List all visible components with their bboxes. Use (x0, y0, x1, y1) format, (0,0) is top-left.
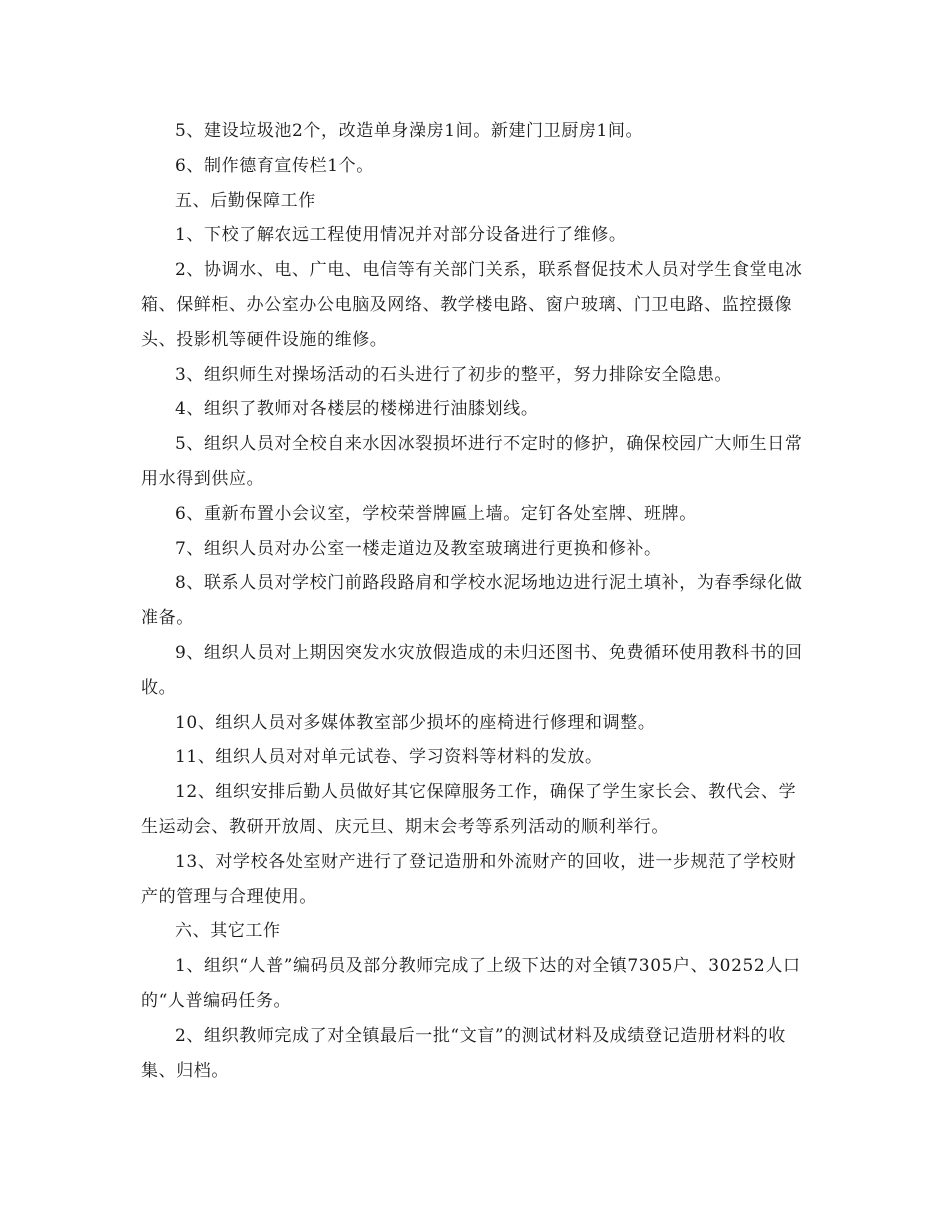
section-heading-other-work: 六、其它工作 (175, 921, 281, 942)
paragraph-item-5-water-supply: 5、组织人员对全校自来水因冰裂损坏进行不定时的修护，确保校园广大师生日常用水得到供应。 (141, 434, 803, 489)
section-heading-logistics: 五、后勤保障工作 (175, 190, 316, 211)
paragraph-item-13-property-management: 13、对学校各处室财产进行了登记造册和外流财产的回收，进一步规范了学校财产的管理与合理使用。 (141, 851, 797, 907)
paragraph-item-5-garbage-pool: 5、建设垃圾池2个，改造单身澡房1间。新建门卫厨房1间。 (175, 121, 644, 141)
paragraph-item-6-meeting-room: 6、重新布置小会议室，学校荣誉牌匾上墙。定钉各处室牌、班牌。 (175, 503, 697, 524)
document-body (141, 114, 811, 1088)
paragraph-item-6-bulletin-board: 6、制作德育宣传栏1个。 (175, 155, 374, 176)
paragraph-item-2-coordination: 2、协调水、电、广电、电信等有关部门关系，联系督促技术人员对学生食堂电冰箱、保鲜柜、办公室办公电脑及网络、教学楼电路、窗户玻璃、门卫电路、监控摄像头、投影机等硬件设施的维修。 (141, 260, 803, 350)
paragraph-item-2-literacy-archive: 2、组织教师完成了对全镇最后一批“文盲”的测试材料及成绩登记造册材料的收集、归档。 (141, 1025, 786, 1081)
paragraph-item-9-book-recovery: 9、组织人员对上期因突发水灾放假造成的未归还图书、免费循环使用教科书的回收。 (141, 642, 803, 698)
paragraph-item-1-equipment-repair: 1、下校了解农远工程使用情况并对部分设备进行了维修。 (175, 225, 627, 246)
paragraph-item-10-seat-repair: 10、组织人员对多媒体教室部少损坏的座椅进行修理和调整。 (175, 712, 656, 733)
paragraph-item-4-stairs: 4、组织了教师对各楼层的楼梯进行油膝划线。 (175, 399, 539, 420)
paragraph-item-8-soil-filling: 8、联系人员对学校门前路段路肩和学校水泥场地边进行泥土填补，为春季绿化做准备。 (141, 573, 803, 629)
paragraph-item-11-material-distribution: 11、组织人员对对单元试卷、学习资料等材料的发放。 (175, 747, 603, 768)
paragraph-item-1-census-coding: 1、组织“人普”编码员及部分教师完成了上级下达的对全镇7305户、30252人口的“人普编码任务。 (141, 956, 801, 1011)
paragraph-item-3-playground: 3、组织师生对操场活动的石头进行了初步的整平，努力排除安全隐患。 (175, 364, 733, 385)
paragraph-item-7-glass-repair: 7、组织人员对办公室一楼走道边及教室玻璃进行更换和修补。 (175, 538, 662, 559)
paragraph-item-12-event-support: 12、组织安排后勤人员做好其它保障服务工作，确保了学生家长会、教代会、学生运动会、教研开放周、庆元旦、期末会考等系列活动的顺利举行。 (141, 782, 797, 837)
